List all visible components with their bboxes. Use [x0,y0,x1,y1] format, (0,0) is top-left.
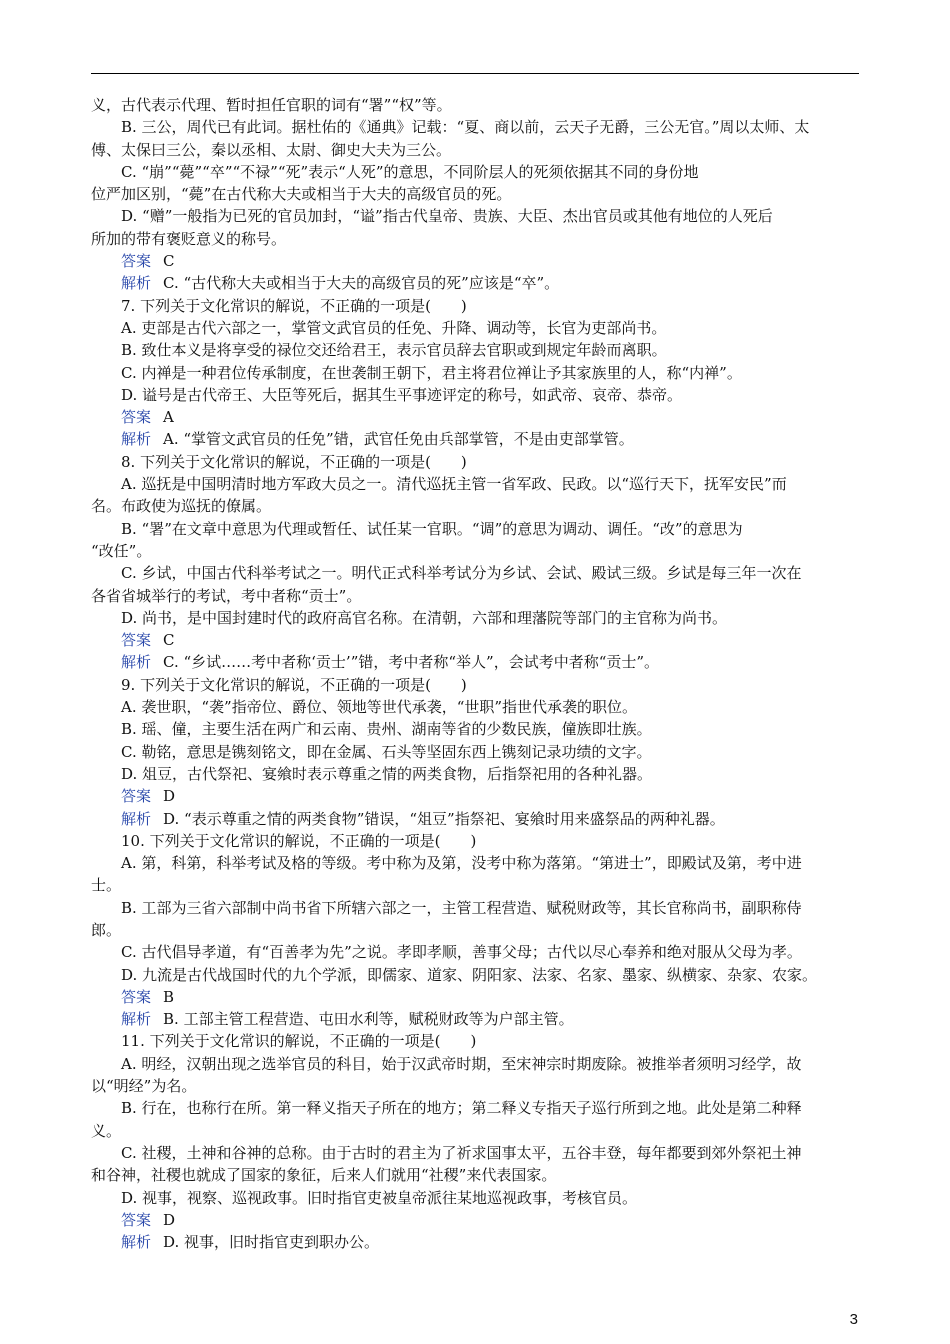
explanation-label: 解析 [121,1233,152,1252]
explanation-label: 解析 [121,274,152,293]
answer-line [91,1209,861,1231]
text-line [91,1187,861,1209]
line-text: C. “乡试……考中者称‘贡士’”错，考中者称“举人”，会试考中者称“贡士”。 [163,653,660,672]
explanation-label: 解析 [121,653,152,672]
text-line [91,339,861,361]
line-text: B. 瑶、僮，主要生活在两广和云南、贵州、湖南等省的少数民族，僮族即壮族。 [121,720,652,739]
line-text: C. 古代倡导孝道，有“百善孝为先”之说。孝即孝顺，善事父母；古代以尽心奉养和绝对服从父母为孝。 [121,943,802,962]
text-line [91,674,861,696]
line-text: 士。 [91,876,122,895]
text-line [91,139,861,161]
line-text: D. “赠”一般指为已死的官员加封，“谥”指古代皇帝、贵族、大臣、杰出官员或其他有地位的人死后 [121,207,773,226]
line-text: 各省省城举行的考试，考中者称“贡士”。 [91,586,362,605]
explanation-line [91,272,861,294]
text-line [91,317,861,339]
line-text: 名。布政使为巡抚的僚属。 [91,497,272,516]
text-line [91,295,861,317]
line-text: C [163,631,175,650]
explanation-label: 解析 [121,1010,152,1029]
text-line [91,451,861,473]
line-text: D. 俎豆，古代祭祀、宴飨时表示尊重之情的两类食物，后指祭祀用的各种礼器。 [121,764,653,783]
text-line [91,964,861,986]
line-text: A. 巡抚是中国明清时地方军政大员之一。清代巡抚主管一省军政、民政。以“巡行天下，抚军安民”而 [121,475,787,494]
text-line [91,852,861,874]
line-text: 所加的带有褒贬意义的称号。 [91,229,287,248]
line-text: 7. 下列关于文化常识的解说，不正确的一项是( ) [121,296,467,315]
text-line [91,830,861,852]
text-line [91,585,861,607]
text-line [91,741,861,763]
line-text: C. 勒铭，意思是镌刻铭文，即在金属、石头等坚固东西上镌刻记录功绩的文字。 [121,742,652,761]
line-text: C. 乡试，中国古代科举考试之一。明代正式科举考试分为乡试、会试、殿试三级。乡试是每三年一次在 [121,564,802,583]
text-line [91,94,861,116]
line-text: B. “署”在文章中意思为代理或暂任、试任某一官职。“调”的意思为调动、调任。“改”的意思为 [121,519,743,538]
answer-line [91,250,861,272]
explanation-label: 解析 [121,430,152,449]
line-text: C [163,252,175,271]
answer-label: 答案 [121,631,152,650]
line-text: A. 明经，汉朝出现之选举官员的科目，始于汉武帝时期，至宋神宗时期废除。被推举者须明习经学，故 [121,1054,802,1073]
line-text: D [163,787,176,806]
text-line [91,607,861,629]
text-line [91,763,861,785]
answer-line [91,986,861,1008]
explanation-line [91,1008,861,1030]
line-text: C. 社稷，土神和谷神的总称。由于古时的君主为了祈求国事太平，五谷丰登，每年都要到郊外祭祀土神 [121,1143,802,1162]
text-line [91,696,861,718]
line-text: 10. 下列关于文化常识的解说，不正确的一项是( ) [121,831,477,850]
text-line [91,540,861,562]
line-text: A. 吏部是古代六部之一，掌管文武官员的任免、升降、调动等，长官为吏部尚书。 [121,318,667,337]
explanation-label: 解析 [121,809,152,828]
line-text: 义。 [91,1121,122,1140]
line-text: A [163,408,174,427]
text-line [91,518,861,540]
text-line [91,1120,861,1142]
text-line [91,1030,861,1052]
line-text: 9. 下列关于文化常识的解说，不正确的一项是( ) [121,675,467,694]
line-text: 和谷神，社稷也就成了国家的象征，后来人们就用“社稷”来代表国家。 [91,1166,557,1185]
answer-line [91,629,861,651]
line-text: D. 谥号是古代帝王、大臣等死后，据其生平事迹评定的称号，如武帝、哀帝、恭帝。 [121,385,683,404]
line-text: D. “表示尊重之情的两类食物”错误，“俎豆”指祭祀、宴飨时用来盛祭品的两种礼器。 [163,809,725,828]
line-text: C. “古代称大夫或相当于大夫的高级官员的死”应该是“卒”。 [163,274,560,293]
explanation-line [91,651,861,673]
text-line [91,1164,861,1186]
text-line [91,183,861,205]
line-text: B. 三公，周代已有此词。据杜佑的《通典》记载：“夏、商以前，云天子无爵，三公无官。”周以太师、太 [121,118,810,137]
answer-line [91,785,861,807]
text-line [91,161,861,183]
explanation-line [91,428,861,450]
line-text: B. 工部为三省六部制中尚书省下所辖六部之一，主管工程营造、赋税财政等，其长官称尚书，副职称侍 [121,898,802,917]
document-body [91,94,861,1253]
text-line [91,473,861,495]
line-text: D. 尚书，是中国封建时代的政府高官名称。在清朝，六部和理藩院等部门的主官称为尚书。 [121,608,728,627]
text-line [91,919,861,941]
line-text: D [163,1210,176,1229]
text-line [91,562,861,584]
answer-label: 答案 [121,252,152,271]
text-line [91,205,861,227]
text-line [91,1053,861,1075]
page-number: 3 [849,1311,858,1328]
line-text: 以“明经”为名。 [91,1077,197,1096]
header-rule [91,73,859,74]
answer-label: 答案 [121,408,152,427]
line-text: 傅、太保曰三公，秦以丞相、太尉、御史大夫为三公。 [91,140,452,159]
line-text: 义，古代表示代理、暂时担任官职的词有“署”“权”等。 [91,96,452,114]
line-text: C. “崩”“薨”“卒”“不禄”“死”表示“人死”的意思，不同阶层人的死须依据其不同的身份地 [121,162,699,181]
text-line [91,941,861,963]
line-text: A. “掌管文武官员的任免”错，武官任免由兵部掌管，不是由吏部掌管。 [163,430,634,449]
explanation-line [91,1231,861,1253]
answer-label: 答案 [121,787,152,806]
line-text: 郎。 [91,920,122,939]
answer-label: 答案 [121,1210,152,1229]
answer-line [91,406,861,428]
answer-label: 答案 [121,987,152,1006]
line-text: B. 致仕本义是将享受的禄位交还给君王，表示官员辞去官职或到规定年龄而离职。 [121,341,667,360]
explanation-line [91,808,861,830]
line-text: C. 内禅是一种君位传承制度，在世袭制王朝下，君主将君位禅让予其家族里的人，称“内禅”。 [121,363,742,382]
text-line [91,1075,861,1097]
text-line [91,384,861,406]
line-text: B. 工部主管工程营造、屯田水利等，赋税财政等为户部主管。 [163,1010,574,1029]
text-line [91,495,861,517]
text-line [91,897,861,919]
line-text: D. 九流是古代战国时代的九个学派，即儒家、道家、阴阳家、法家、名家、墨家、纵横家、杂家、农家。 [121,965,818,984]
line-text: B. 行在，也称行在所。第一释义指天子所在的地方；第二释义专指天子巡行所到之地。此处是第二种释 [121,1099,802,1118]
text-line [91,718,861,740]
text-line [91,116,861,138]
line-text: A. 第，科第，科举考试及格的等级。考中称为及第，没考中称为落第。“第进士”，即殿试及第，考中进 [121,854,802,873]
line-text: 11. 下列关于文化常识的解说，不正确的一项是( ) [121,1032,477,1051]
line-text: B [163,987,175,1006]
line-text: 8. 下列关于文化常识的解说，不正确的一项是( ) [121,452,467,471]
line-text: A. 袭世职，“袭”指帝位、爵位、领地等世代承袭，“世职”指世代承袭的职位。 [121,698,638,717]
text-line [91,1142,861,1164]
line-text: D. 视事，旧时指官吏到职办公。 [163,1233,380,1252]
text-line [91,362,861,384]
text-line [91,228,861,250]
line-text: “改任”。 [91,541,152,560]
text-line [91,874,861,896]
line-text: D. 视事，视察、巡视政事。旧时指官吏被皇帝派往某地巡视政事，考核官员。 [121,1188,638,1207]
text-line [91,1097,861,1119]
line-text: 位严加区别，“薨”在古代称大夫或相当于大夫的高级官员的死。 [91,185,512,204]
